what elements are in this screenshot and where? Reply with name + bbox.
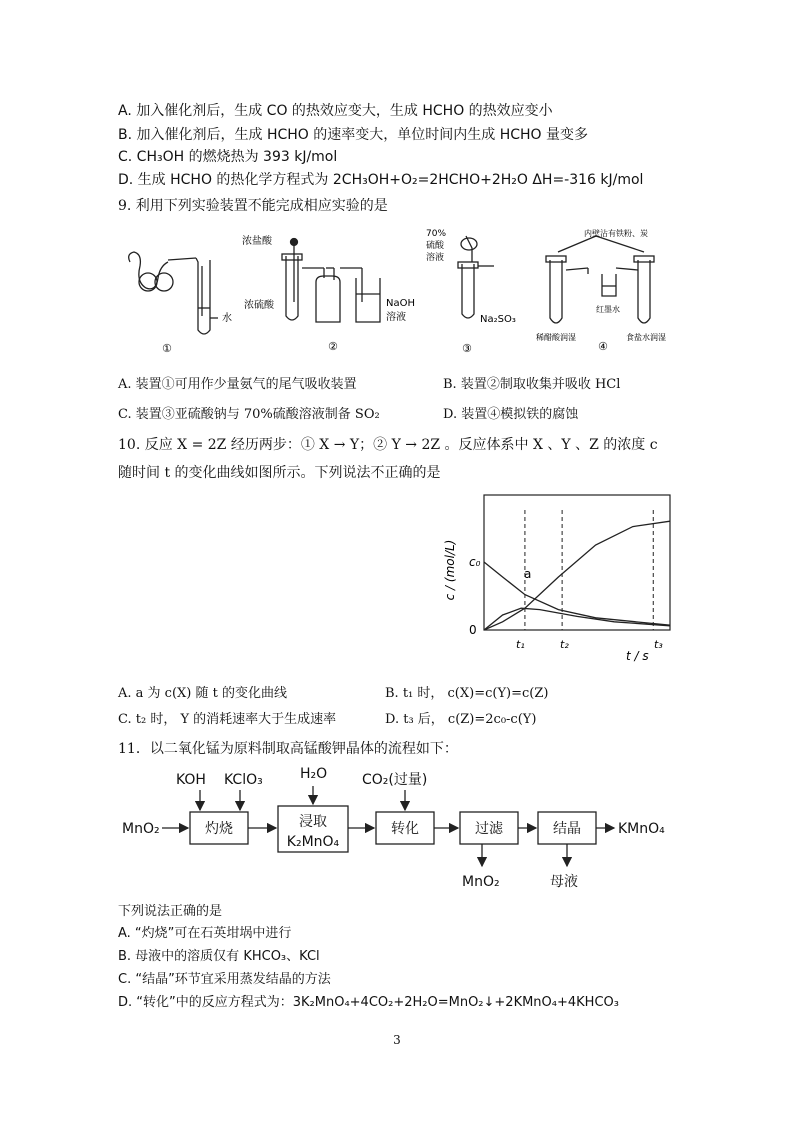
- q10-stem-2: 随时间 t 的变化曲线如图所示。下列说法不正确的是: [118, 465, 441, 481]
- y-tick-0: 0: [469, 623, 477, 637]
- label-n2: ②: [328, 340, 338, 353]
- flow-mno2-in: MnO₂: [122, 821, 160, 837]
- x-tick-t2: t₂: [560, 638, 569, 651]
- label-n3: ③: [462, 342, 472, 355]
- flow-h2o: H₂O: [300, 766, 328, 782]
- q10-option-d: D. t₃ 后， c(Z)=2c₀-c(Y): [385, 712, 537, 727]
- q10-option-a: A. a 为 c(X) 随 t 的变化曲线: [118, 686, 287, 701]
- series-line-1: [484, 608, 670, 630]
- flow-filter: 过滤: [475, 821, 503, 837]
- q11-option-a: A. “灼烧”可在石英坩埚中进行: [118, 926, 292, 941]
- flow-leach-1: 浸取: [299, 814, 327, 830]
- q10-option-b: B. t₁ 时， c(X)=c(Y)=c(Z): [385, 686, 549, 701]
- q11-intro: 下列说法正确的是: [118, 904, 223, 919]
- label-solution: 溶液: [386, 312, 406, 323]
- flow-co2: CO₂(过量): [362, 772, 428, 788]
- label-inner-wall: 内壁沾有铁粉、炭: [584, 229, 648, 238]
- q9-option-b: B. 装置②制取收集并吸收 HCl: [443, 377, 621, 392]
- flow-kclo3: KClO₃: [224, 772, 263, 788]
- plot-frame: [484, 495, 670, 630]
- q8-option-a: A. 加入催化剂后，生成 CO 的热效应变大，生成 HCHO 的热效应变小: [118, 103, 553, 119]
- flow-roast: 灼烧: [205, 821, 233, 837]
- q9-option-c: C. 装置③亚硫酸钠与 70%硫酸溶液制备 SO₂: [118, 407, 380, 422]
- flow-leach-2: K₂MnO₄: [286, 834, 340, 850]
- x-tick-t3: t₃: [654, 638, 663, 651]
- q9-apparatus-figure: [118, 222, 678, 357]
- label-n4: ④: [598, 340, 608, 353]
- label-red-ink: 红墨水: [596, 305, 620, 314]
- label-saltwater: 食盐水润湿: [626, 333, 666, 342]
- q11-stem: 11．以二氧化锰为原料制取高锰酸钾晶体的流程如下：: [118, 741, 458, 757]
- q9-option-a: A. 装置①可用作少量氨气的尾气吸收装置: [118, 377, 357, 392]
- q11-option-d: D. “转化”中的反应方程式为：3K₂MnO₄+4CO₂+2H₂O=MnO₂↓+2KMnO₄+4KHCO₃: [118, 995, 619, 1010]
- q8-option-d: D. 生成 HCHO 的热化学方程式为 2CH₃OH+O₂=2HCHO+2H₂O ΔH=-316 kJ/mol: [118, 172, 644, 188]
- label-conc-h2so4: 浓硫酸: [244, 300, 274, 311]
- flow-mother-liquor: 母液: [550, 874, 578, 890]
- q11-option-b: B. 母液中的溶质仅有 KHCO₃、KCl: [118, 949, 320, 964]
- label-na2so3: Na₂SO₃: [480, 314, 516, 325]
- y-axis-label: c / (mol/L): [443, 539, 457, 601]
- label-naoh: NaOH: [386, 298, 415, 309]
- concentration-time-chart: [436, 490, 676, 670]
- flow-mno2-out: MnO₂: [462, 874, 500, 890]
- q10-stem-1: 10. 反应 X = 2Z 经历两步：① X → Y；② Y → 2Z 。反应体系中 X 、Y 、Z 的浓度 c: [118, 437, 658, 453]
- label-70pct: 70%: [426, 229, 447, 239]
- label-water: 水: [222, 313, 232, 324]
- apparatus-1: [129, 252, 218, 334]
- flow-koh: KOH: [176, 772, 206, 788]
- x-tick-t1: t₁: [516, 638, 525, 651]
- q9-option-d: D. 装置④模拟铁的腐蚀: [443, 407, 579, 422]
- apparatus-2: [282, 239, 380, 323]
- flow-kmno4: KMnO₄: [618, 821, 665, 837]
- curve-label-a: a: [524, 567, 532, 581]
- q11-flowchart: [118, 762, 698, 892]
- q8-option-c: C. CH₃OH 的燃烧热为 393 kJ/mol: [118, 149, 338, 165]
- label-n1: ①: [162, 342, 172, 355]
- q9-stem: 9. 利用下列实验装置不能完成相应实验的是: [118, 198, 388, 214]
- label-solution-3: 溶液: [426, 253, 445, 263]
- apparatus-3: [458, 236, 494, 318]
- label-sulfuric: 硫酸: [426, 241, 445, 251]
- q8-option-b: B. 加入催化剂后，生成 HCHO 的速率变大，单位时间内生成 HCHO 量变多: [118, 127, 589, 143]
- y-tick-c0: c₀: [469, 555, 481, 569]
- label-acetic: 稀醋酸润湿: [536, 333, 576, 342]
- q10-option-c: C. t₂ 时， Y 的消耗速率大于生成速率: [118, 712, 337, 727]
- label-conc-hcl: 浓盐酸: [242, 236, 272, 247]
- page-number: 3: [393, 1033, 401, 1047]
- x-axis-label: t / s: [626, 649, 649, 663]
- flow-convert: 转化: [391, 821, 419, 837]
- q11-option-c: C. “结晶”环节宜采用蒸发结晶的方法: [118, 972, 331, 987]
- flow-crystallize: 结晶: [553, 821, 581, 837]
